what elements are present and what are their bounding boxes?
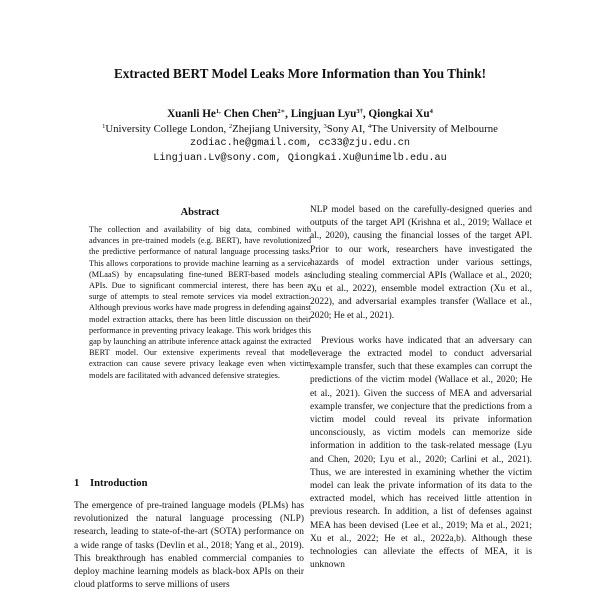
author-name: Qiongkai Xu [368, 108, 430, 120]
author-mark: 4 [429, 108, 433, 115]
author-mark: 2∗ [277, 108, 286, 115]
author-mark: 3† [356, 108, 363, 115]
paper-title: Extracted BERT Model Leaks More Information than You Think! [114, 66, 486, 81]
author-name: Chen Chen [223, 108, 278, 120]
affiliation-mark: 1 [102, 123, 106, 130]
right-column [310, 204, 532, 572]
affiliation-list [0, 123, 600, 135]
author-mark: 1, [215, 108, 221, 115]
affiliation-name: Zhejiang University, [232, 123, 321, 135]
affiliation-mark: 3 [323, 123, 327, 130]
section-number: 1 [74, 478, 80, 489]
affiliation-name: University College London, [105, 123, 227, 135]
paragraph: NLP model based on the carefully-designed queries and outputs of the target API (Krishna et al., 2019; Wallace et al., 2020), causing the financial losses of the target API. Prior to our work, researchers have investigated the hazards of model extraction under various settings, including stealing commercial APIs (Wallace et al., 2020; Xu et al., 2022), ensemble model extraction (Xu et al., 2022), and adversarial examples transfer (Wallace et al., 2020; He et al., 2021). [310, 205, 532, 321]
section-title: Introduction [90, 478, 148, 489]
section-heading [74, 478, 304, 489]
affiliation-mark: 4 [367, 123, 372, 130]
paragraph: Previous works have indicated that an adversary can leverage the extracted model to conduct adversarial example transfer, such that these examples can corrupt the predictions of the victim model (Wallace et al., 2020; He et al., 2021). Given the success of MEA and adversarial example transfer, we conjecture that the predictions from a victim model could reveal its private information unconsciously, as victim models can memorize side information in addition to the task-related message (Lyu and Chen, 2020; Lyu et al., 2020; Carlini et al., 2021). Thus, we are interested in examining whether the victim model can leak the private information of its data to the extracted model, which has received little attention in previous research. In addition, a list of defenses against MEA has been devised (Lee et al., 2019; Ma et al., 2021; Xu et al., 2022; He et al., 2022a,b). Although these technologies can alleviate the effects of MEA, it is unknown [310, 335, 532, 571]
affiliation-name: The University of Melbourne [371, 123, 498, 135]
abstract-text: The collection and availability of big data, combined with advances in pre-trained models (e.g. BERT), have revolutionized the predictive performance of natural language processing tasks. This allows corporations to provide machine learning as a service (MLaaS) by encapsulating fine-tuned BERT-based models as APIs. Due to significant commercial interest, there has been a surge of attempts to steal remote services via model extraction. Although previous works have made progress in defending against model extraction attacks, there has been little discussion on their performance in preventing privacy leakage. This work bridges this gap by launching an attribute inference attack against the extracted BERT model. Our extensive experiments reveal that model extraction can cause severe privacy leakage even when victim models are facilitated with advanced defensive strategies. [89, 225, 311, 380]
author-name: Lingjuan Lyu [290, 108, 357, 120]
email-line: zodiac.he@gmail.com, cc33@zju.edu.cn [189, 138, 411, 149]
affiliation-name: Sony AI, [326, 123, 366, 135]
author-name: Xuanli He [167, 108, 216, 120]
author-list: Xuanli $He^{1,}$ Chen Chen$^{2∗}$, Lingjuan Lyu$^{3\dagger}$, Qiongkai Xu$^4$ [167, 108, 433, 120]
affiliation-mark: 2 [228, 123, 233, 130]
abstract-heading: Abstract [180, 207, 220, 218]
email-line: Lingjuan.Lv@sony.com, Qiongkai.Xu@unimelb.edu.au [153, 153, 447, 164]
introduction-text: The emergence of pre-trained language models (PLMs) has revolutionized the natural language processing (NLP) research, leading to state-of-the-art (SOTA) performance on a wide range of tasks (Devlin et al., 2018; Yang et al., 2019). This breakthrough has enabled commercial companies to deploy machine learning models as black-box APIs on their cloud platforms to serve millions of users [74, 501, 304, 591]
